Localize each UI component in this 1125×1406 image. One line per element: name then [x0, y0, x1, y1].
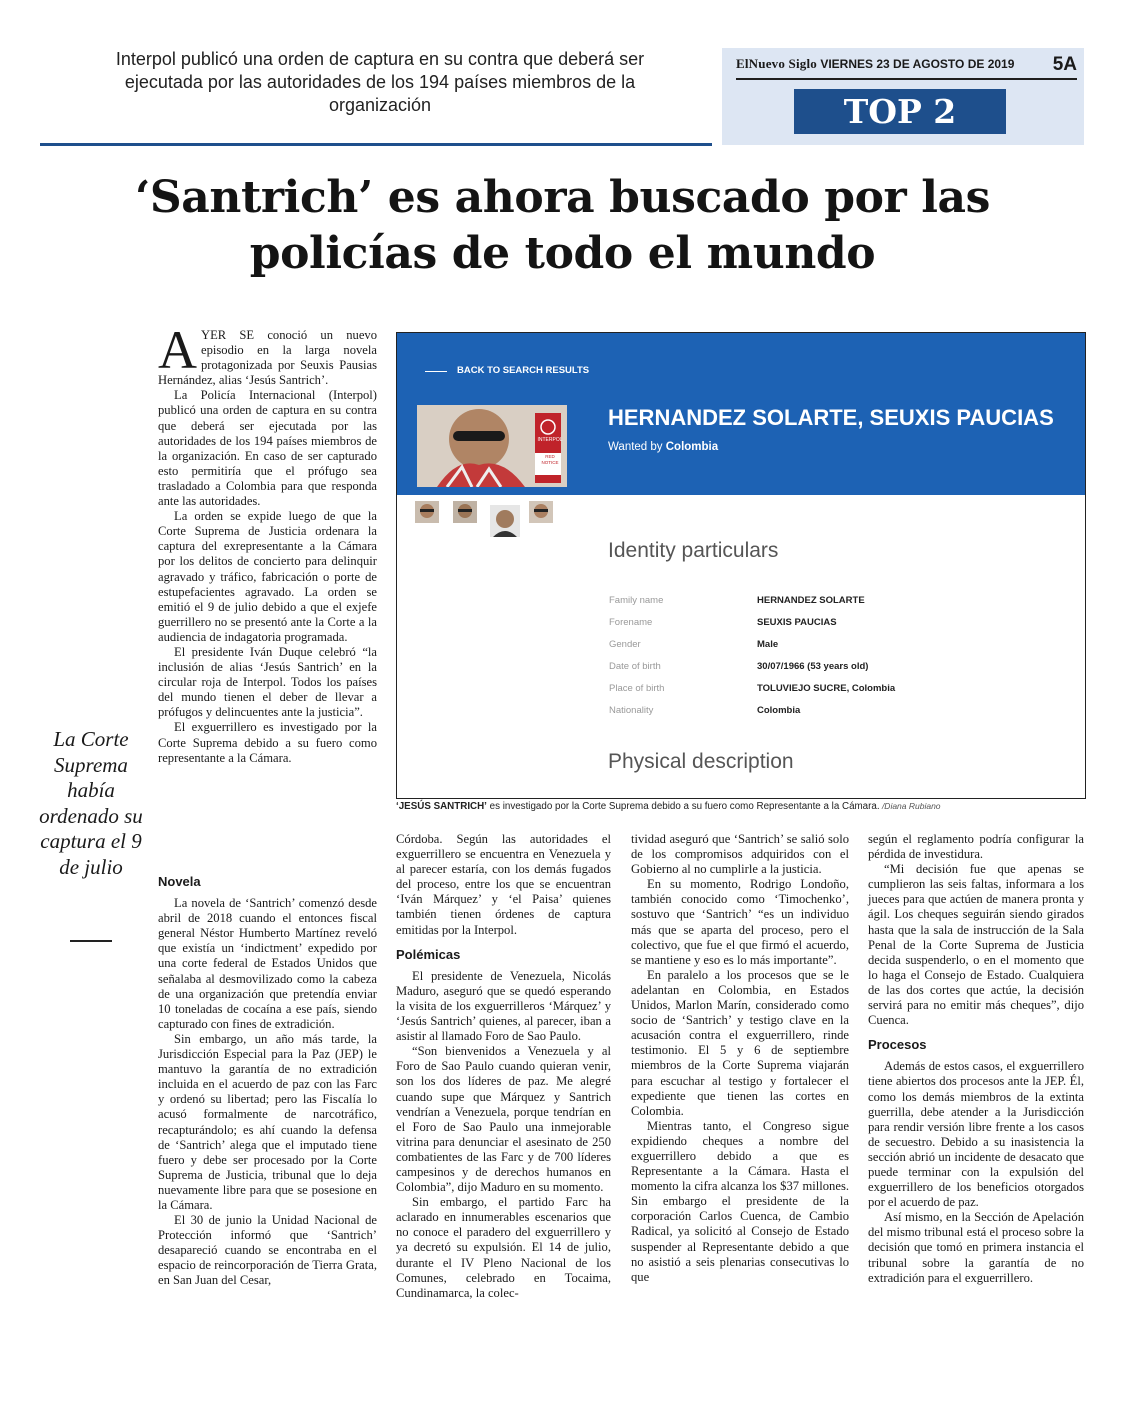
article-column-4: [868, 832, 1084, 1286]
paragraph: El presidente Iván Duque celebró “la inclusión de alias ‘Jesús Santrich’ en la circular roja de Interpol. Todos los países del mundo tienen el deber de llevar a prófugos y delincuentes ante la justicia”.: [158, 644, 377, 720]
article-column-1-bottom: [158, 868, 377, 1289]
paragraph: La Policía Internacional (Interpol) publicó una orden de captura en su contra que deberá ser ejecutada por las autoridades de los 194 países miembros de la organización. En caso de ser capturado esto permitiría que el prófugo sea trasladado a Colombia para que responda ante las autoridades.: [158, 388, 377, 509]
article-headline: ‘Santrich’ es ahora buscado por las policías de todo el mundo: [134, 172, 991, 279]
thumbnail-photo-4: [529, 501, 553, 523]
drop-cap: A: [158, 320, 197, 380]
thumbnail-photo-2: [453, 501, 477, 523]
physical-description-heading: Physical description: [608, 750, 794, 773]
paragraph: El exguerrillero es investigado por la Corte Suprema debido a su fuero como representante a la Cámara.: [158, 720, 377, 765]
field-value: 30/07/1966 (53 years old): [757, 661, 869, 672]
article-column-1-top: [158, 320, 377, 766]
thumbnail-photo-3: [490, 505, 520, 537]
field-value: HERNANDEZ SOLARTE: [757, 595, 865, 606]
pull-quote-divider: [70, 940, 112, 942]
caption-text: es investigado por la Corte Suprema debido a su fuero como Representante a la Cámara.: [486, 801, 880, 812]
field-label: Place of birth: [609, 683, 665, 694]
field-value: Male: [757, 639, 779, 650]
kicker-text: Interpol publicó una orden de captura en su contra que deberá ser ejecutada por las autoridades de los 194 países miembros de la organización: [115, 49, 645, 115]
subheading-procesos: Procesos: [868, 1037, 927, 1053]
paragraph: Mientras tanto, el Congreso sigue expidiendo cheques a nombre del exguerrillero debido a que es Representante a la Cámara. Hasta el momento la cifra alcanza los $37 millones. Sin embargo el presidente de la corporación Carlos Cuenca, de Cambio Radical, ya solicitó al Consejo de Estado suspender al Representante debido a que no asistió a seis plenarias consecutivas lo que: [631, 1118, 849, 1284]
article-column-2: [396, 832, 611, 1301]
paragraph: Además de estos casos, el exguerrillero tiene abiertos dos procesos ante la JEP. Él, como los demás miembros de la extinta guerrilla, debe atender a la Jurisdicción para rendir versión libre frente a los casos de secuestro. Debido a su inasistencia la sección abrió un incidente de desacato que puede terminar con la expulsión del exguerrillero de los beneficios otorgados por el acuerdo de paz.: [868, 1059, 1084, 1210]
article-column-3: [631, 832, 849, 1285]
red-notice-badge-text: RED NOTICE: [541, 454, 559, 465]
photo-credit: /Diana Rubiano: [879, 801, 941, 811]
issue-date: VIERNES 23 DE AGOSTO DE 2019: [820, 57, 1015, 71]
paragraph: En su momento, Rodrigo Londoño, también conocido como ‘Timochenko’, sostuvo que ‘Santrich’ “es un individuo más que se aparta del proceso, pero el colectivo, que fue el que firmó el acuerdo, se mantiene y eso es lo más importante”.: [631, 877, 849, 967]
photo-caption: [396, 801, 1084, 812]
field-label: Nationality: [609, 705, 654, 716]
paragraph: La novela de ‘Santrich’ comenzó desde abril de 2018 cuando el entonces fiscal general Néstor Humberto Martínez reveló que existía un ‘indictment’ expedido por una corte federal de Estados Unidos que señalaba al desmovilizado como la cabeza de una organización que pretendía enviar 10 toneladas de cocaína a ese país, siendo capturado con fines de extradición.: [158, 896, 377, 1031]
field-value: SEUXIS PAUCIAS: [757, 617, 837, 628]
wanted-country: Colombia: [665, 441, 719, 453]
paragraph: Sin embargo, el partido Farc ha aclarado en innumerables escenarios que no conoce el paradero del exguerrillero y ya decretó su expulsión. El 14 de julio, durante el IV Pleno Nacional de los Comunes, celebrado en Tocaima, Cundinamarca, la colec-: [396, 1195, 611, 1300]
section-label: TOP 2: [794, 89, 1006, 134]
field-value: TOLUVIEJO SUCRE, Colombia: [757, 683, 896, 694]
page-number: 5A: [1052, 54, 1077, 75]
paragraph: El 30 de junio la Unidad Nacional de Protección informó que ‘Santrich’ desapareció cuando se encontraba en el espacio de reincorporación de Tierra Grata, en San Juan del Cesar,: [158, 1213, 377, 1288]
field-label: Forename: [609, 617, 653, 628]
paragraph: En paralelo a los procesos que se le adelantan en Colombia, en Estados Unidos, Marlon Marín, considerado como socio de ‘Santrich’ y testigo clave en la acusación contra el exguerrillero, rinde testimonio. El 5 y 6 de septiembre miembros de la Corte Suprema viajarán para escuchar al testigo y fortalecer el expediente que tienen las cortes en Colombia.: [631, 967, 849, 1118]
paragraph: “Mi decisión fue que apenas se cumplieron las seis faltas, informara a los jueces para que actúen de manera pronta y ágil. Los cheques seguirán siendo girados hasta que la sala de instrucción de la Sala Penal de la Corte Suprema de Justicia decida suspenderlo, o en el momento que lo haga el Consejo de Estado. Cualquiera de las dos cortes que actúe, la decisión servirá para no emitir más cheques”, dijo Cuenca.: [868, 862, 1084, 1028]
paragraph: Sin embargo, un año más tarde, la Jurisdicción Especial para la Paz (JEP) le mantuvo la garantía de no extradición incluida en el acuerdo de paz con las Farc y ordenó su libertad; pero las Fiscalía lo acusó formalmente de narcotráfico, recapturándolo; es ahí cuando la defensa de ‘Santrich’ alega que el imputado tiene fuero y debe ser procesado por la Corte Suprema de Justicia, tribunal que lo deja nuevamente libre para que se posesione en la Cámara.: [158, 1031, 377, 1212]
paragraph: La orden se expide luego de que la Corte Suprema de Justicia ordenara la captura del exrepresentante a la Cámara por los delitos de concierto para delinquir agravado y tráfico, fabricación o porte de estupefacientes agravado. La orden se emitió el 9 de julio debido a que el exjefe guerrillero no se presentó ante la Corte a la audiencia de indagatoria programada.: [158, 509, 377, 644]
suspect-photo-image: [417, 405, 567, 487]
masthead-line: [736, 56, 1077, 80]
field-label: Gender: [609, 639, 641, 650]
pull-quote: La Corte Suprema había ordenado su captura el 9 de julio: [39, 727, 143, 879]
back-to-results-link: BACK TO SEARCH RESULTS: [457, 365, 590, 376]
interpol-notice-screenshot: [396, 332, 1086, 799]
paragraph: Así mismo, en la Sección de Apelación del mismo tribunal está el proceso sobre la decisión que tomó en primera instancia el tribunal sobre la garantía de no extradición para el exguerrillero.: [868, 1210, 1084, 1285]
field-label: Date of birth: [609, 661, 661, 672]
field-value: Colombia: [757, 705, 801, 716]
paragraph: Córdoba. Según las autoridades el exguerrillero se encuentra en Venezuela y al parecer estaría, con los demás fugados del proceso, entre los que se encuentran ‘Iván Márquez’ y ‘el Paisa’ quienes también tienen órdenes de captura emitidas por la Interpol.: [396, 832, 611, 937]
field-label: Family name: [609, 595, 664, 606]
subheading-polemicas: Polémicas: [396, 946, 461, 962]
back-arrow-icon: [425, 371, 447, 372]
paragraph: según el reglamento podría configurar la pérdida de investidura.: [868, 832, 1084, 862]
wanted-person-name: HERNANDEZ SOLARTE, SEUXIS PAUCIAS: [608, 405, 1054, 430]
lead-paragraph: AYER SE conoció un nuevo episodio en la larga novela protagonizada por Seuxis Pausias Hernández, alias ‘Jesús Santrich’.: [158, 320, 377, 388]
suspect-photo: [417, 405, 567, 487]
paragraph: “Son bienvenidos a Venezuela y al Foro de Sao Paulo cuando quieran venir, son los dos líderes de paz. Me alegré cuando supe que Márquez y Santrich vendrían a Venezuela, porque tendrían en el Foro de Sao Paulo una inmejorable vitrina para denunciar el asesinato de 250 combatientes de las Farc y de 700 líderes campesinos y de derechos humanos en Colombia”, dijo Maduro en su momento.: [396, 1044, 611, 1195]
thumbnail-photo-1: [415, 501, 439, 523]
subheading-novela: Novela: [158, 874, 201, 889]
kicker-divider: [40, 143, 712, 146]
caption-lead: ‘JESÚS SANTRICH’: [396, 801, 487, 812]
identity-particulars-heading: Identity particulars: [608, 539, 779, 562]
paragraph: tividad aseguró que ‘Santrich’ se salió solo de los compromisos adquiridos con el Gobierno al no cumplirle a la justicia.: [631, 832, 849, 877]
interpol-badge-text: INTERPOL: [537, 437, 563, 443]
paragraph: El presidente de Venezuela, Nicolás Maduro, aseguró que se quedó esperando la visita de los exguerrilleros ‘Márquez’ y ‘Jesús Santrich’ quienes, al parecer, iban a asistir al llamado Foro de Sao Paulo.: [396, 968, 611, 1044]
wanted-by-line: Wanted by Colombia: [608, 441, 719, 453]
newspaper-brand: ElNuevo Siglo: [736, 56, 817, 71]
